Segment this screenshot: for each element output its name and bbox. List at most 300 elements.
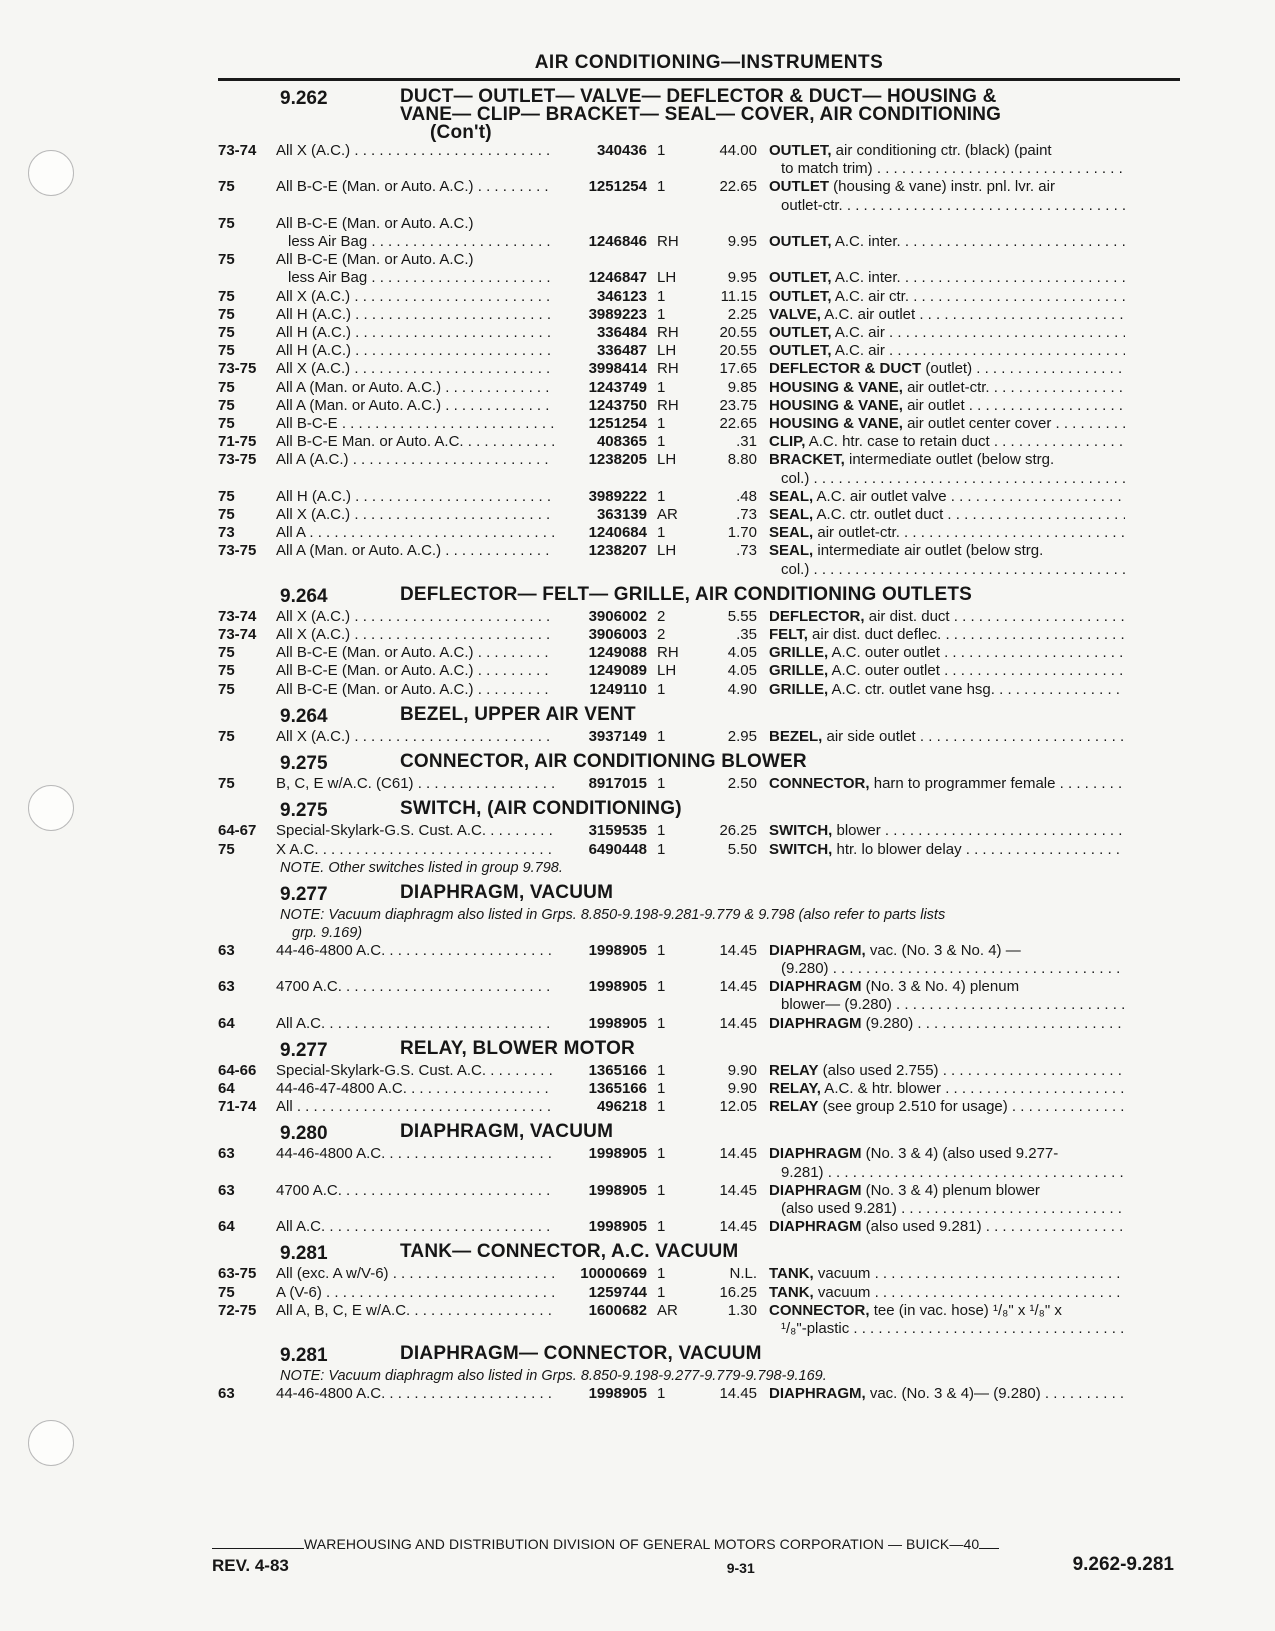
description-line [769, 1062, 1125, 1080]
part-description [757, 1145, 1125, 1181]
model-application [276, 1218, 554, 1236]
group-number: 9.264 [280, 705, 328, 727]
price: 2.25 [727, 305, 757, 323]
description-text: air dist. duct deflec. [807, 626, 942, 644]
part-name: DEFLECTOR & DUCT [769, 360, 922, 378]
note-line: NOTE. Other switches listed in group 9.798. [280, 859, 563, 876]
model-year: 63 [218, 1181, 235, 1199]
description-line [769, 178, 1125, 196]
part-name: SWITCH, [769, 840, 833, 858]
description-text: A.C. outer outlet [828, 662, 940, 680]
description-text: (housing & vane) instr. pnl. lvr. air [829, 178, 1055, 196]
description-text: to match trim) [781, 160, 873, 178]
model-application [276, 681, 554, 699]
parts-row [218, 451, 1180, 487]
price: 5.55 [727, 607, 757, 625]
group-heading [218, 1243, 1180, 1265]
parts-row [218, 142, 1180, 178]
part-number: 3989222 [588, 487, 647, 505]
description-line [769, 360, 1125, 378]
model-application [276, 288, 554, 306]
part-number: 1365166 [588, 1061, 647, 1079]
model-application [276, 728, 554, 746]
quantity: 1 [657, 305, 666, 323]
description-text: A.C. inter. [831, 269, 901, 287]
parts-row [218, 542, 1180, 578]
model-line: All X (A.C.) . . . [276, 608, 554, 626]
group-title [400, 88, 1001, 142]
part-number: 1246847 [588, 269, 647, 287]
description-text: A.C. ctr. outlet vane hsg. [828, 680, 995, 698]
part-number: 3906003 [588, 626, 647, 644]
price: 22.65 [719, 415, 757, 433]
model-year: 73-75 [218, 451, 257, 469]
group-title-line: TANK— CONNECTOR, A.C. VACUUM [400, 1241, 739, 1263]
part-name: TANK, [769, 1283, 814, 1301]
parts-row [218, 433, 1180, 451]
model-line: All H (A.C.) . . . [276, 342, 554, 360]
price: 14.45 [719, 941, 757, 959]
group-title-line: DUCT— OUTLET— VALVE— DEFLECTOR & DUCT— HOUSING & [400, 86, 997, 107]
description-text: A.C. ctr. outlet duct [813, 506, 944, 524]
group-note [218, 906, 1180, 942]
model-line: All (exc. A w/V-6) . . . [276, 1265, 554, 1283]
group-note [218, 1367, 1180, 1385]
description-text: (No. 3 & 4) plenum blower [861, 1181, 1040, 1199]
part-number: 1249088 [588, 644, 647, 662]
parts-row [218, 488, 1180, 506]
footer-revision: REV. 4-83 [212, 1556, 289, 1575]
quantity: LH [657, 451, 677, 469]
model-line: All A (Man. or Auto. A.C.) . . . [276, 379, 554, 397]
model-year: 73-74 [218, 626, 257, 644]
model-line: All X (A.C.) . . . [276, 142, 554, 160]
description-line [769, 451, 1125, 469]
part-name: DIAPHRAGM [769, 1218, 862, 1236]
part-name: SEAL, [769, 487, 814, 505]
description-line [769, 506, 1125, 524]
description-text: vacuum [813, 1265, 871, 1283]
part-name: RELAY [769, 1098, 819, 1116]
model-application [276, 1145, 554, 1181]
description-text: A.C. air [831, 324, 885, 342]
part-description [757, 542, 1125, 578]
part-description [757, 822, 1125, 840]
part-description [757, 1080, 1125, 1098]
price: 4.90 [727, 680, 757, 698]
part-number: 408365 [596, 433, 647, 451]
price: 1.70 [727, 524, 757, 542]
title-rule [218, 78, 1180, 81]
price: 14.45 [719, 1385, 757, 1403]
description-line [769, 142, 1125, 160]
price: .73 [736, 542, 757, 560]
page-footer [212, 1534, 1174, 1576]
model-year: 63-75 [218, 1265, 257, 1283]
model-line: A (V-6) . . . [276, 1284, 554, 1302]
model-application [276, 142, 554, 178]
model-line: All X (A.C.) . . . [276, 288, 554, 306]
price: 14.45 [719, 1145, 757, 1163]
group-number: 9.277 [280, 883, 328, 905]
description-line [769, 470, 1125, 488]
model-line: X A.C. . . . [276, 841, 554, 859]
part-description [757, 1218, 1125, 1236]
part-description [757, 324, 1125, 342]
part-number: 3937149 [588, 727, 647, 745]
model-line: All A.C. . . . [276, 1218, 554, 1236]
description-text: air dist. duct [864, 607, 950, 625]
price: 44.00 [719, 142, 757, 159]
description-line [769, 608, 1125, 626]
model-line: All A . . . [276, 524, 554, 542]
quantity: 1 [657, 1079, 666, 1097]
description-line [769, 681, 1125, 699]
description-text: col.) [781, 560, 810, 578]
description-text: blower— (9.280) [781, 996, 892, 1014]
model-application [276, 215, 554, 251]
parts-row [218, 397, 1180, 415]
group-heading [218, 583, 1180, 608]
model-application [276, 306, 554, 324]
quantity: 1 [657, 1145, 666, 1163]
part-number: 1251254 [588, 178, 647, 196]
group-title [400, 1037, 635, 1062]
quantity: 1 [657, 680, 666, 698]
group-number: 9.262 [280, 88, 328, 109]
part-name: DIAPHRAGM [769, 1145, 862, 1163]
description-text: A.C. air outlet [820, 305, 916, 323]
quantity: 1 [657, 840, 666, 858]
model-year: 75 [218, 727, 235, 745]
part-number: 3989223 [588, 305, 647, 323]
description-text: A.C. inter. [831, 233, 901, 250]
parts-row [218, 215, 1180, 251]
description-line [769, 728, 1125, 746]
model-line: All A (Man. or Auto. A.C.) . . . [276, 542, 554, 560]
part-description [757, 142, 1125, 178]
part-description [757, 379, 1125, 397]
part-description [757, 1098, 1125, 1116]
quantity: 1 [657, 178, 666, 196]
parts-groups [218, 88, 1180, 1403]
note-line: NOTE: Vacuum diaphragm also listed in Grps. 8.850-9.198-9.277-9.779-9.798-9.169. [280, 1368, 827, 1385]
model-application [276, 1080, 554, 1098]
part-name: HOUSING & VANE, [769, 396, 903, 414]
parts-group [218, 1243, 1180, 1338]
model-application [276, 1385, 554, 1403]
quantity: 1 [657, 1098, 666, 1116]
model-year: 72-75 [218, 1301, 257, 1319]
parts-row [218, 251, 1180, 287]
model-application [276, 626, 554, 644]
model-application [276, 324, 554, 342]
model-application [276, 942, 554, 978]
parts-row [218, 1145, 1180, 1181]
price: 11.15 [720, 287, 757, 305]
parts-row [218, 1265, 1180, 1283]
part-description [757, 1265, 1125, 1283]
note-line: grp. 9.169) [292, 924, 363, 941]
description-line [769, 324, 1125, 342]
model-year: 64-67 [218, 822, 257, 840]
description-line [769, 1218, 1125, 1236]
description-line [769, 415, 1125, 433]
model-year: 75 [218, 251, 235, 269]
part-name: SEAL, [769, 542, 814, 560]
part-name: OUTLET, [769, 287, 832, 305]
model-application [276, 433, 554, 451]
part-description [757, 1284, 1125, 1302]
part-number: 6490448 [588, 840, 647, 858]
price: 1.30 [727, 1301, 757, 1319]
part-name: HOUSING & VANE, [769, 378, 903, 396]
part-number: 340436 [596, 142, 647, 159]
quantity: 1 [657, 1181, 666, 1199]
quantity: 1 [657, 941, 666, 959]
part-number: 1238207 [588, 542, 647, 560]
description-line [769, 397, 1125, 415]
model-year: 64 [218, 1218, 235, 1236]
part-description [757, 608, 1125, 626]
price: 14.45 [719, 1181, 757, 1199]
description-line [769, 978, 1125, 996]
description-line [769, 996, 1125, 1014]
description-text: vacuum [813, 1283, 871, 1301]
model-line: B, C, E w/A.C. (C61) . . . [276, 775, 554, 793]
part-number: 1998905 [588, 1385, 647, 1403]
group-title [400, 800, 682, 822]
part-description [757, 342, 1125, 360]
part-description [757, 662, 1125, 680]
part-description [757, 728, 1125, 746]
model-application [276, 1015, 554, 1033]
model-year: 75 [218, 662, 235, 680]
parts-row [218, 1284, 1180, 1302]
group-heading [218, 703, 1180, 728]
description-line [769, 662, 1125, 680]
part-number: 1251254 [588, 415, 647, 433]
parts-row [218, 506, 1180, 524]
group-title [400, 583, 973, 608]
part-description [757, 415, 1125, 433]
parts-row [218, 1062, 1180, 1080]
description-line [769, 197, 1125, 215]
part-number: 1600682 [588, 1301, 647, 1319]
description-text: (also used 2.755) [818, 1061, 939, 1079]
quantity: AR [657, 1301, 678, 1319]
part-name: CONNECTOR, [769, 775, 870, 793]
part-number: 1243749 [588, 378, 647, 396]
description-text: (also used 9.281) [781, 1199, 897, 1217]
part-description [757, 288, 1125, 306]
group-number: 9.281 [280, 1243, 328, 1265]
description-text: air outlet-ctr. [813, 524, 900, 542]
model-application [276, 608, 554, 626]
model-year: 75 [218, 415, 235, 433]
description-text: (9.280) [781, 959, 829, 977]
part-description [757, 775, 1125, 793]
description-text: intermediate outlet (below strg. [844, 451, 1055, 469]
price: 16.25 [719, 1283, 757, 1301]
description-line [769, 488, 1125, 506]
group-heading [218, 1345, 1180, 1367]
model-year: 75 [218, 378, 235, 396]
parts-group [218, 703, 1180, 746]
group-heading [218, 753, 1180, 775]
model-line: Special-Skylark-G.S. Cust. A.C. . . . [276, 1062, 554, 1080]
model-line: All A (A.C.) . . . [276, 451, 554, 469]
price: 9.95 [727, 269, 757, 287]
quantity: 1 [657, 1218, 666, 1236]
model-year: 75 [218, 1283, 235, 1301]
part-number: 1998905 [588, 978, 647, 996]
part-description [757, 841, 1125, 859]
quantity: RH [657, 644, 679, 662]
description-line [769, 233, 1125, 251]
part-number: 336487 [596, 342, 647, 360]
parts-row [218, 1302, 1180, 1338]
binder-hole [28, 1420, 74, 1466]
price: 22.65 [719, 178, 757, 196]
part-name: OUTLET, [769, 233, 832, 250]
description-text: blower [832, 822, 881, 840]
description-text: A.C. outer outlet [828, 644, 940, 662]
model-application [276, 542, 554, 578]
part-description [757, 488, 1125, 506]
part-name: GRILLE, [769, 680, 829, 698]
description-line [769, 775, 1125, 793]
model-application [276, 978, 554, 1014]
description-line [769, 1182, 1125, 1200]
quantity: 1 [657, 433, 666, 451]
description-line [769, 561, 1125, 579]
description-line [769, 644, 1125, 662]
footer-rule [212, 1548, 304, 1549]
part-number: 1998905 [588, 941, 647, 959]
part-name: FELT, [769, 626, 808, 644]
model-line: All B-C-E (Man. or Auto. A.C.) . . . [276, 681, 554, 699]
description-text: outlet-ctr. [781, 196, 843, 214]
parts-row [218, 978, 1180, 1014]
description-line [769, 524, 1125, 542]
quantity: RH [657, 233, 679, 250]
group-title-line: BEZEL, UPPER AIR VENT [400, 703, 636, 725]
group-heading [218, 1123, 1180, 1145]
part-description [757, 1182, 1125, 1218]
price: 9.85 [727, 378, 757, 396]
price: 23.75 [719, 396, 757, 414]
price: 9.95 [727, 233, 757, 250]
part-number: 363139 [596, 506, 647, 524]
parts-group [218, 88, 1180, 579]
group-title-line: DIAPHRAGM, VACUUM [400, 881, 614, 903]
model-year: 75 [218, 840, 235, 858]
price: 26.25 [719, 822, 757, 840]
part-name: BRACKET, [769, 451, 845, 469]
group-number: 9.281 [280, 1345, 328, 1367]
catalog-page [218, 50, 1180, 1403]
model-line: 44-46-4800 A.C. . . . [276, 1145, 554, 1163]
parts-group [218, 1123, 1180, 1236]
parts-row [218, 942, 1180, 978]
part-name: OUTLET, [769, 142, 832, 159]
quantity: 1 [657, 378, 666, 396]
part-number: 1249110 [589, 680, 647, 698]
part-number: 336484 [596, 324, 647, 342]
description-line [769, 160, 1125, 178]
parts-row [218, 626, 1180, 644]
model-application [276, 1098, 554, 1116]
quantity: 1 [657, 1061, 666, 1079]
model-year: 64 [218, 1014, 235, 1032]
note-line: NOTE: Vacuum diaphragm also listed in Grps. 8.850-9.198-9.281-9.779 & 9.798 (also refer to parts lists [280, 906, 946, 923]
description-text: (see group 2.510 for usage) [818, 1098, 1008, 1116]
parts-group [218, 800, 1180, 876]
group-title-line: DEFLECTOR— FELT— GRILLE, AIR CONDITIONING OUTLETS [400, 583, 973, 605]
model-application [276, 360, 554, 378]
group-number: 9.277 [280, 1039, 328, 1061]
part-description [757, 433, 1125, 451]
model-application [276, 342, 554, 360]
part-description [757, 942, 1125, 978]
model-year: 63 [218, 1385, 235, 1403]
parts-row [218, 1015, 1180, 1033]
price: 9.90 [727, 1079, 757, 1097]
parts-row [218, 644, 1180, 662]
description-line [769, 379, 1125, 397]
price: 2.50 [727, 775, 757, 793]
description-text: (No. 3 & 4) (also used 9.277- [861, 1145, 1059, 1163]
model-year: 63 [218, 1145, 235, 1163]
model-line: All H (A.C.) . . . [276, 488, 554, 506]
parts-row [218, 841, 1180, 859]
quantity: 1 [657, 727, 666, 745]
parts-row [218, 1218, 1180, 1236]
model-line: Special-Skylark-G.S. Cust. A.C. . . . [276, 822, 554, 840]
model-line: All A.C. . . . [276, 1015, 554, 1033]
description-text: air side outlet [822, 727, 916, 745]
parts-row [218, 1080, 1180, 1098]
price: 8.80 [727, 451, 757, 469]
group-number: 9.275 [280, 753, 328, 775]
model-application [276, 1265, 554, 1283]
description-line [769, 433, 1125, 451]
model-year: 75 [218, 396, 235, 414]
part-number: 1238205 [588, 451, 647, 469]
part-number: 3906002 [588, 607, 647, 625]
quantity: 1 [657, 287, 666, 305]
group-title-line: SWITCH, (AIR CONDITIONING) [400, 798, 682, 820]
quantity: LH [657, 662, 677, 680]
parts-row [218, 728, 1180, 746]
model-application [276, 415, 554, 433]
part-number: 1998905 [588, 1218, 647, 1236]
part-name: DIAPHRAGM, [769, 941, 866, 959]
model-line: 4700 A.C. . . . [276, 1182, 554, 1200]
model-year: 75 [218, 287, 235, 305]
description-line [769, 822, 1125, 840]
part-name: TANK, [769, 1265, 814, 1283]
part-number: 1240684 [588, 524, 647, 542]
parts-row [218, 524, 1180, 542]
model-line: All X (A.C.) . . . [276, 506, 554, 524]
description-text: air outlet-ctr. [902, 378, 990, 396]
model-application [276, 1284, 554, 1302]
description-text: vac. (No. 3 & 4)— (9.280) [865, 1385, 1041, 1403]
part-number: 1259744 [588, 1283, 647, 1301]
part-name: OUTLET, [769, 342, 832, 360]
